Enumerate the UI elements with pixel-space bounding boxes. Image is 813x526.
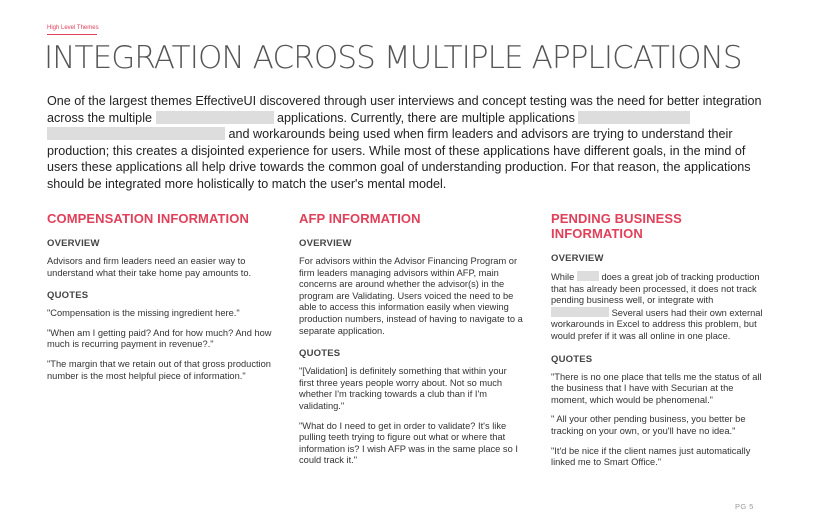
- intro-text-1: One of the largest themes EffectiveUI discovered through user interviews and concept testing was the need for better integration across the multiple: [47, 94, 762, 125]
- quote: "It'd be nice if the client names just automatically linked me to Smart Office.": [551, 445, 751, 468]
- overview-label: OVERVIEW: [551, 253, 604, 264]
- redacted-text: [47, 127, 225, 140]
- quotes-label: QUOTES: [299, 348, 341, 360]
- quote: "Compensation is the missing ingredient here.": [47, 308, 240, 319]
- overview-label: OVERVIEW: [47, 238, 100, 249]
- redacted-text: [156, 111, 274, 124]
- overview-text-2: does a great job of tracking production that has already been processed, it does not track pending business well, or integrate with: [551, 272, 760, 306]
- quote: "The margin that we retain out of that gross production number is the most helpful piece of information.": [47, 358, 271, 381]
- redacted-text: [578, 111, 690, 124]
- afp-column: [299, 211, 524, 475]
- intro-text-2: applications. Currently, there are multiple applications: [277, 110, 575, 125]
- overview-text: For advisors within the Advisor Financing Program or firm leaders managing advisors within AFP, main concerns are around whether the advisor(s) in the program are Validating. Users voiced the need to be able to access this information easily when viewing production numbers, instead of having to navigate to a separate application.: [299, 256, 523, 336]
- quote: "There is no one place that tells me the status of all the business that I have with Securian at the moment, which would be phenomenal.": [551, 371, 762, 405]
- redacted-text: [551, 307, 609, 317]
- pending-business-column: [551, 211, 766, 477]
- compensation-column: [47, 211, 272, 390]
- page-title: INTEGRATION ACROSS MULTIPLE APPLICATIONS: [44, 40, 742, 76]
- overview-text: Advisors and firm leaders need an easier way to understand what their take home pay amounts to.: [47, 256, 252, 278]
- column-heading: PENDING BUSINESS INFORMATION: [551, 211, 682, 241]
- page-number: PG 5: [735, 502, 754, 511]
- quote: "[Validation] is definitely something that within your first three years people worry about. Not so much whether I'm tracking towards a club than if I'm validating.": [299, 366, 507, 411]
- section-tag-rule: [47, 34, 97, 35]
- overview-text-3: Several users had their own external workarounds in Excel to address this problem, but would prefer if it was all online in one place.: [551, 307, 763, 341]
- column-heading: AFP INFORMATION: [299, 211, 421, 226]
- quotes-label: QUOTES: [551, 353, 593, 365]
- redacted-text: [577, 271, 599, 281]
- column-heading: COMPENSATION INFORMATION: [47, 211, 249, 226]
- quote: "When am I getting paid? And for how much? And how much is recurring payment in revenue?.": [47, 327, 272, 350]
- section-tag: High Level Themes: [47, 25, 99, 31]
- intro-text-3: and workarounds being used when firm leaders and advisors are trying to understand their production; this creates a disjointed experience for users. While most of these applications have different goals, in the mind of users these applications all help drive towards the common goal of understanding production. For that reason, the applications should be integrated more holistically to match the user's mental model.: [47, 127, 751, 191]
- quote: "What do I need to get in order to validate? It's like pulling teeth trying to figure out what or where that information is? I wish AFP was in the same place so I could track it.": [299, 420, 518, 466]
- intro-paragraph: [47, 93, 762, 192]
- overview-text-1: While: [551, 272, 575, 282]
- overview-label: OVERVIEW: [299, 238, 352, 249]
- quotes-label: QUOTES: [47, 290, 89, 302]
- quote: " All your other pending business, you better be tracking on your own, or you'll have no idea.": [551, 414, 746, 436]
- overview-text: [551, 271, 766, 343]
